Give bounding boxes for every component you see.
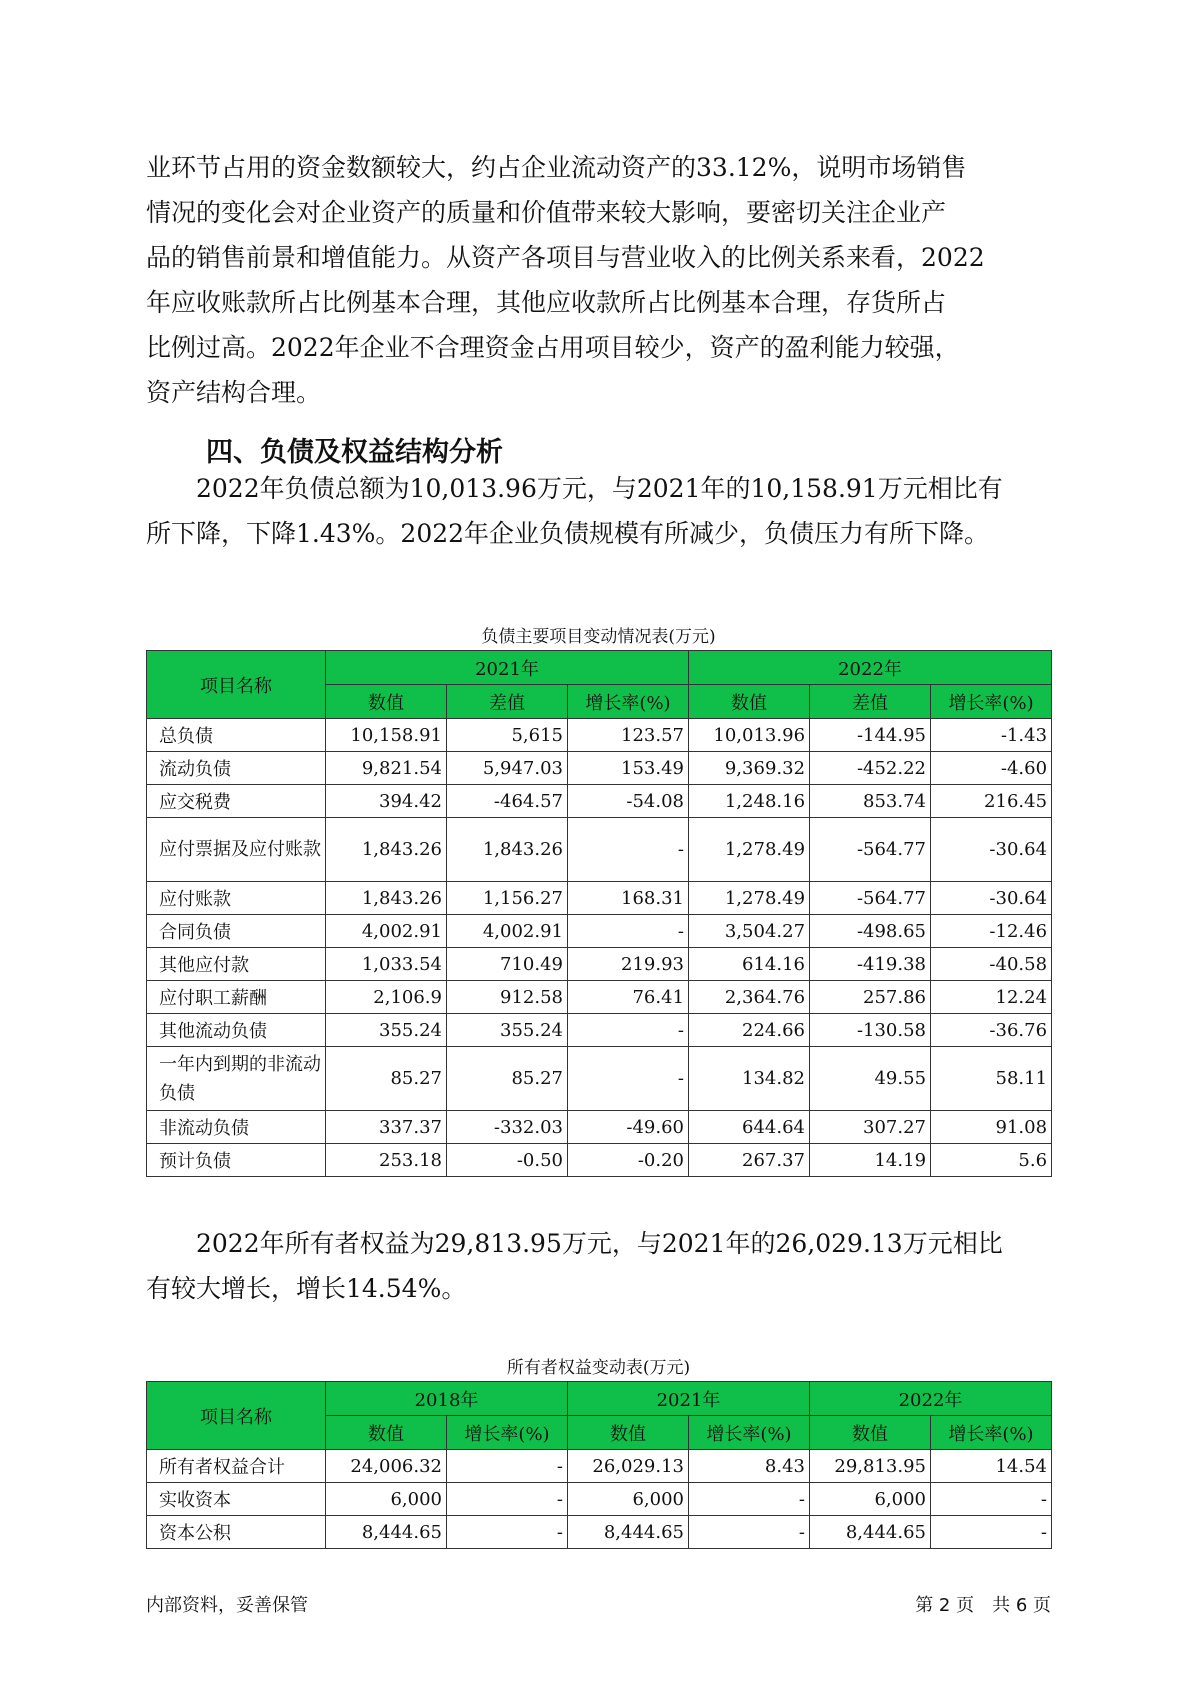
debt-table-year-2022: 2022年 (689, 651, 1052, 685)
table-cell: -0.50 (447, 1144, 568, 1177)
table-cell: - (568, 915, 689, 948)
table-cell: -49.60 (568, 1111, 689, 1144)
table-row (147, 915, 1052, 948)
table-cell: 5.6 (931, 1144, 1052, 1177)
table-cell: - (568, 1047, 689, 1111)
table-cell: 1,248.16 (689, 785, 810, 818)
equity-table-year-2022: 2022年 (810, 1382, 1052, 1416)
debt-subheader: 差值 (810, 685, 931, 719)
table-cell: -130.58 (810, 1014, 931, 1047)
table-cell: 1,033.54 (326, 948, 447, 981)
text-line: 品的销售前景和增值能力。从资产各项目与营业收入的比例关系来看，2022 (146, 243, 985, 272)
table-row (147, 948, 1052, 981)
table-cell: 5,947.03 (447, 752, 568, 785)
table-cell: -54.08 (568, 785, 689, 818)
table-row (147, 882, 1052, 915)
table-cell: -1.43 (931, 719, 1052, 752)
table-cell: 219.93 (568, 948, 689, 981)
section-heading: 四、负债及权益结构分析 (206, 437, 503, 468)
table-cell: 91.08 (931, 1111, 1052, 1144)
footer-confidential-note: 内部资料，妥善保管 (146, 1595, 308, 1616)
text-line: 2022年负债总额为10,013.96万元，与2021年的10,158.91万元相比有 (146, 474, 1003, 503)
row-label: 流动负债 (147, 752, 326, 785)
text-line: 资产结构合理。 (146, 378, 322, 407)
table-cell: -564.77 (810, 818, 931, 882)
row-label: 应付票据及应付账款 (147, 818, 326, 882)
debt-table-name-header: 项目名称 (147, 651, 326, 719)
equity-table-year-2021: 2021年 (568, 1382, 810, 1416)
text-line: 业环节占用的资金数额较大，约占企业流动资产的33.12%，说明市场销售 (146, 153, 967, 182)
debt-table-caption: 负债主要项目变动情况表(万元) (481, 627, 716, 647)
intro-paragraph (146, 145, 1051, 415)
table-cell: - (568, 818, 689, 882)
equity-subheader: 数值 (326, 1416, 447, 1450)
table-cell: -0.20 (568, 1144, 689, 1177)
table-row (147, 1047, 1052, 1111)
table-row (147, 818, 1052, 882)
table-cell: 26,029.13 (568, 1450, 689, 1483)
table-row (147, 1450, 1052, 1483)
table-cell: 267.37 (689, 1144, 810, 1177)
table-cell: - (447, 1483, 568, 1516)
text-line: 2022年所有者权益为29,813.95万元，与2021年的26,029.13万元相比 (146, 1229, 1003, 1258)
table-row (147, 981, 1052, 1014)
table-row (147, 785, 1052, 818)
text-line: 情况的变化会对企业资产的质量和价值带来较大影响，要密切关注企业产 (146, 198, 947, 227)
table-cell: 216.45 (931, 785, 1052, 818)
equity-subheader: 数值 (810, 1416, 931, 1450)
debt-table-year-2021: 2021年 (326, 651, 689, 685)
table-cell: 85.27 (447, 1047, 568, 1111)
table-cell: 12.24 (931, 981, 1052, 1014)
table-cell: -498.65 (810, 915, 931, 948)
equity-table-year-2018: 2018年 (326, 1382, 568, 1416)
footer-page-number: 第 2 页 共 6 页 (915, 1595, 1051, 1616)
table-cell: 8,444.65 (568, 1516, 689, 1549)
table-cell: 5,615 (447, 719, 568, 752)
table-cell: 253.18 (326, 1144, 447, 1177)
table-row (147, 1483, 1052, 1516)
table-cell: 710.49 (447, 948, 568, 981)
table-cell: - (689, 1516, 810, 1549)
table-row (147, 752, 1052, 785)
text-line: 有较大增长，增长14.54%。 (146, 1274, 467, 1303)
table-cell: 224.66 (689, 1014, 810, 1047)
table-cell: 9,369.32 (689, 752, 810, 785)
table-cell: -419.38 (810, 948, 931, 981)
table-cell: - (931, 1483, 1052, 1516)
table-cell: 168.31 (568, 882, 689, 915)
debt-subheader: 数值 (326, 685, 447, 719)
table-cell: -452.22 (810, 752, 931, 785)
table-cell: 394.42 (326, 785, 447, 818)
table-cell: 853.74 (810, 785, 931, 818)
row-label: 所有者权益合计 (147, 1450, 326, 1483)
equity-subheader: 数值 (568, 1416, 689, 1450)
table-cell: 8,444.65 (326, 1516, 447, 1549)
row-label: 预计负债 (147, 1144, 326, 1177)
debt-subheader: 增长率(%) (568, 685, 689, 719)
table-cell: 58.11 (931, 1047, 1052, 1111)
row-label: 其他应付款 (147, 948, 326, 981)
debt-subheader: 增长率(%) (931, 685, 1052, 719)
table-cell: 85.27 (326, 1047, 447, 1111)
table-cell: 6,000 (810, 1483, 931, 1516)
table-cell: 134.82 (689, 1047, 810, 1111)
equity-subheader: 增长率(%) (447, 1416, 568, 1450)
table-cell: 3,504.27 (689, 915, 810, 948)
table-cell: 14.19 (810, 1144, 931, 1177)
equity-table (146, 1381, 1052, 1549)
table-cell: -144.95 (810, 719, 931, 752)
table-row (147, 1516, 1052, 1549)
equity-table-caption: 所有者权益变动表(万元) (506, 1358, 691, 1378)
table-cell: - (447, 1450, 568, 1483)
table-cell: 1,843.26 (326, 882, 447, 915)
table-cell: 355.24 (326, 1014, 447, 1047)
row-label: 非流动负债 (147, 1111, 326, 1144)
table-row (147, 1144, 1052, 1177)
table-cell: 8.43 (689, 1450, 810, 1483)
table-cell: 10,013.96 (689, 719, 810, 752)
table-row (147, 1014, 1052, 1047)
table-cell: 24,006.32 (326, 1450, 447, 1483)
table-cell: 76.41 (568, 981, 689, 1014)
row-label: 总负债 (147, 719, 326, 752)
table-cell: 1,843.26 (447, 818, 568, 882)
table-cell: 644.64 (689, 1111, 810, 1144)
table-cell: -4.60 (931, 752, 1052, 785)
row-label: 应付职工薪酬 (147, 981, 326, 1014)
table-cell: 123.57 (568, 719, 689, 752)
table-cell: 49.55 (810, 1047, 931, 1111)
row-label: 资本公积 (147, 1516, 326, 1549)
row-label: 一年内到期的非流动负债 (147, 1047, 326, 1111)
table-cell: 10,158.91 (326, 719, 447, 752)
equity-summary-paragraph (146, 1221, 1051, 1311)
table-cell: - (931, 1516, 1052, 1549)
row-label: 实收资本 (147, 1483, 326, 1516)
table-cell: 355.24 (447, 1014, 568, 1047)
equity-subheader: 增长率(%) (931, 1416, 1052, 1450)
table-cell: - (568, 1014, 689, 1047)
table-cell: 912.58 (447, 981, 568, 1014)
row-label: 应付账款 (147, 882, 326, 915)
table-cell: 8,444.65 (810, 1516, 931, 1549)
table-cell: 1,843.26 (326, 818, 447, 882)
table-cell: 4,002.91 (326, 915, 447, 948)
text-line: 比例过高。2022年企业不合理资金占用项目较少，资产的盈利能力较强， (146, 333, 960, 362)
table-cell: - (689, 1483, 810, 1516)
table-cell: 614.16 (689, 948, 810, 981)
table-row (147, 719, 1052, 752)
table-row (147, 1111, 1052, 1144)
debt-table (146, 650, 1052, 1177)
text-line: 所下降，下降1.43%。2022年企业负债规模有所减少，负债压力有所下降。 (146, 519, 990, 548)
table-cell: -40.58 (931, 948, 1052, 981)
debt-subheader: 数值 (689, 685, 810, 719)
debt-subheader: 差值 (447, 685, 568, 719)
table-cell: 2,364.76 (689, 981, 810, 1014)
table-cell: 6,000 (568, 1483, 689, 1516)
table-cell: 307.27 (810, 1111, 931, 1144)
table-cell: 4,002.91 (447, 915, 568, 948)
table-cell: 337.37 (326, 1111, 447, 1144)
row-label: 其他流动负债 (147, 1014, 326, 1047)
table-cell: -332.03 (447, 1111, 568, 1144)
table-cell: -464.57 (447, 785, 568, 818)
table-cell: 2,106.9 (326, 981, 447, 1014)
table-cell: -12.46 (931, 915, 1052, 948)
table-cell: 1,156.27 (447, 882, 568, 915)
table-cell: - (447, 1516, 568, 1549)
row-label: 合同负债 (147, 915, 326, 948)
table-cell: 1,278.49 (689, 882, 810, 915)
equity-subheader: 增长率(%) (689, 1416, 810, 1450)
table-cell: 29,813.95 (810, 1450, 931, 1483)
table-cell: 257.86 (810, 981, 931, 1014)
table-cell: -36.76 (931, 1014, 1052, 1047)
table-cell: 1,278.49 (689, 818, 810, 882)
table-cell: 153.49 (568, 752, 689, 785)
table-cell: -30.64 (931, 882, 1052, 915)
text-line: 年应收账款所占比例基本合理，其他应收款所占比例基本合理，存货所占 (146, 288, 947, 317)
table-cell: 6,000 (326, 1483, 447, 1516)
table-cell: 9,821.54 (326, 752, 447, 785)
table-cell: 14.54 (931, 1450, 1052, 1483)
debt-summary-paragraph (146, 466, 1051, 556)
row-label: 应交税费 (147, 785, 326, 818)
table-cell: -30.64 (931, 818, 1052, 882)
equity-table-name-header: 项目名称 (147, 1382, 326, 1450)
table-cell: -564.77 (810, 882, 931, 915)
